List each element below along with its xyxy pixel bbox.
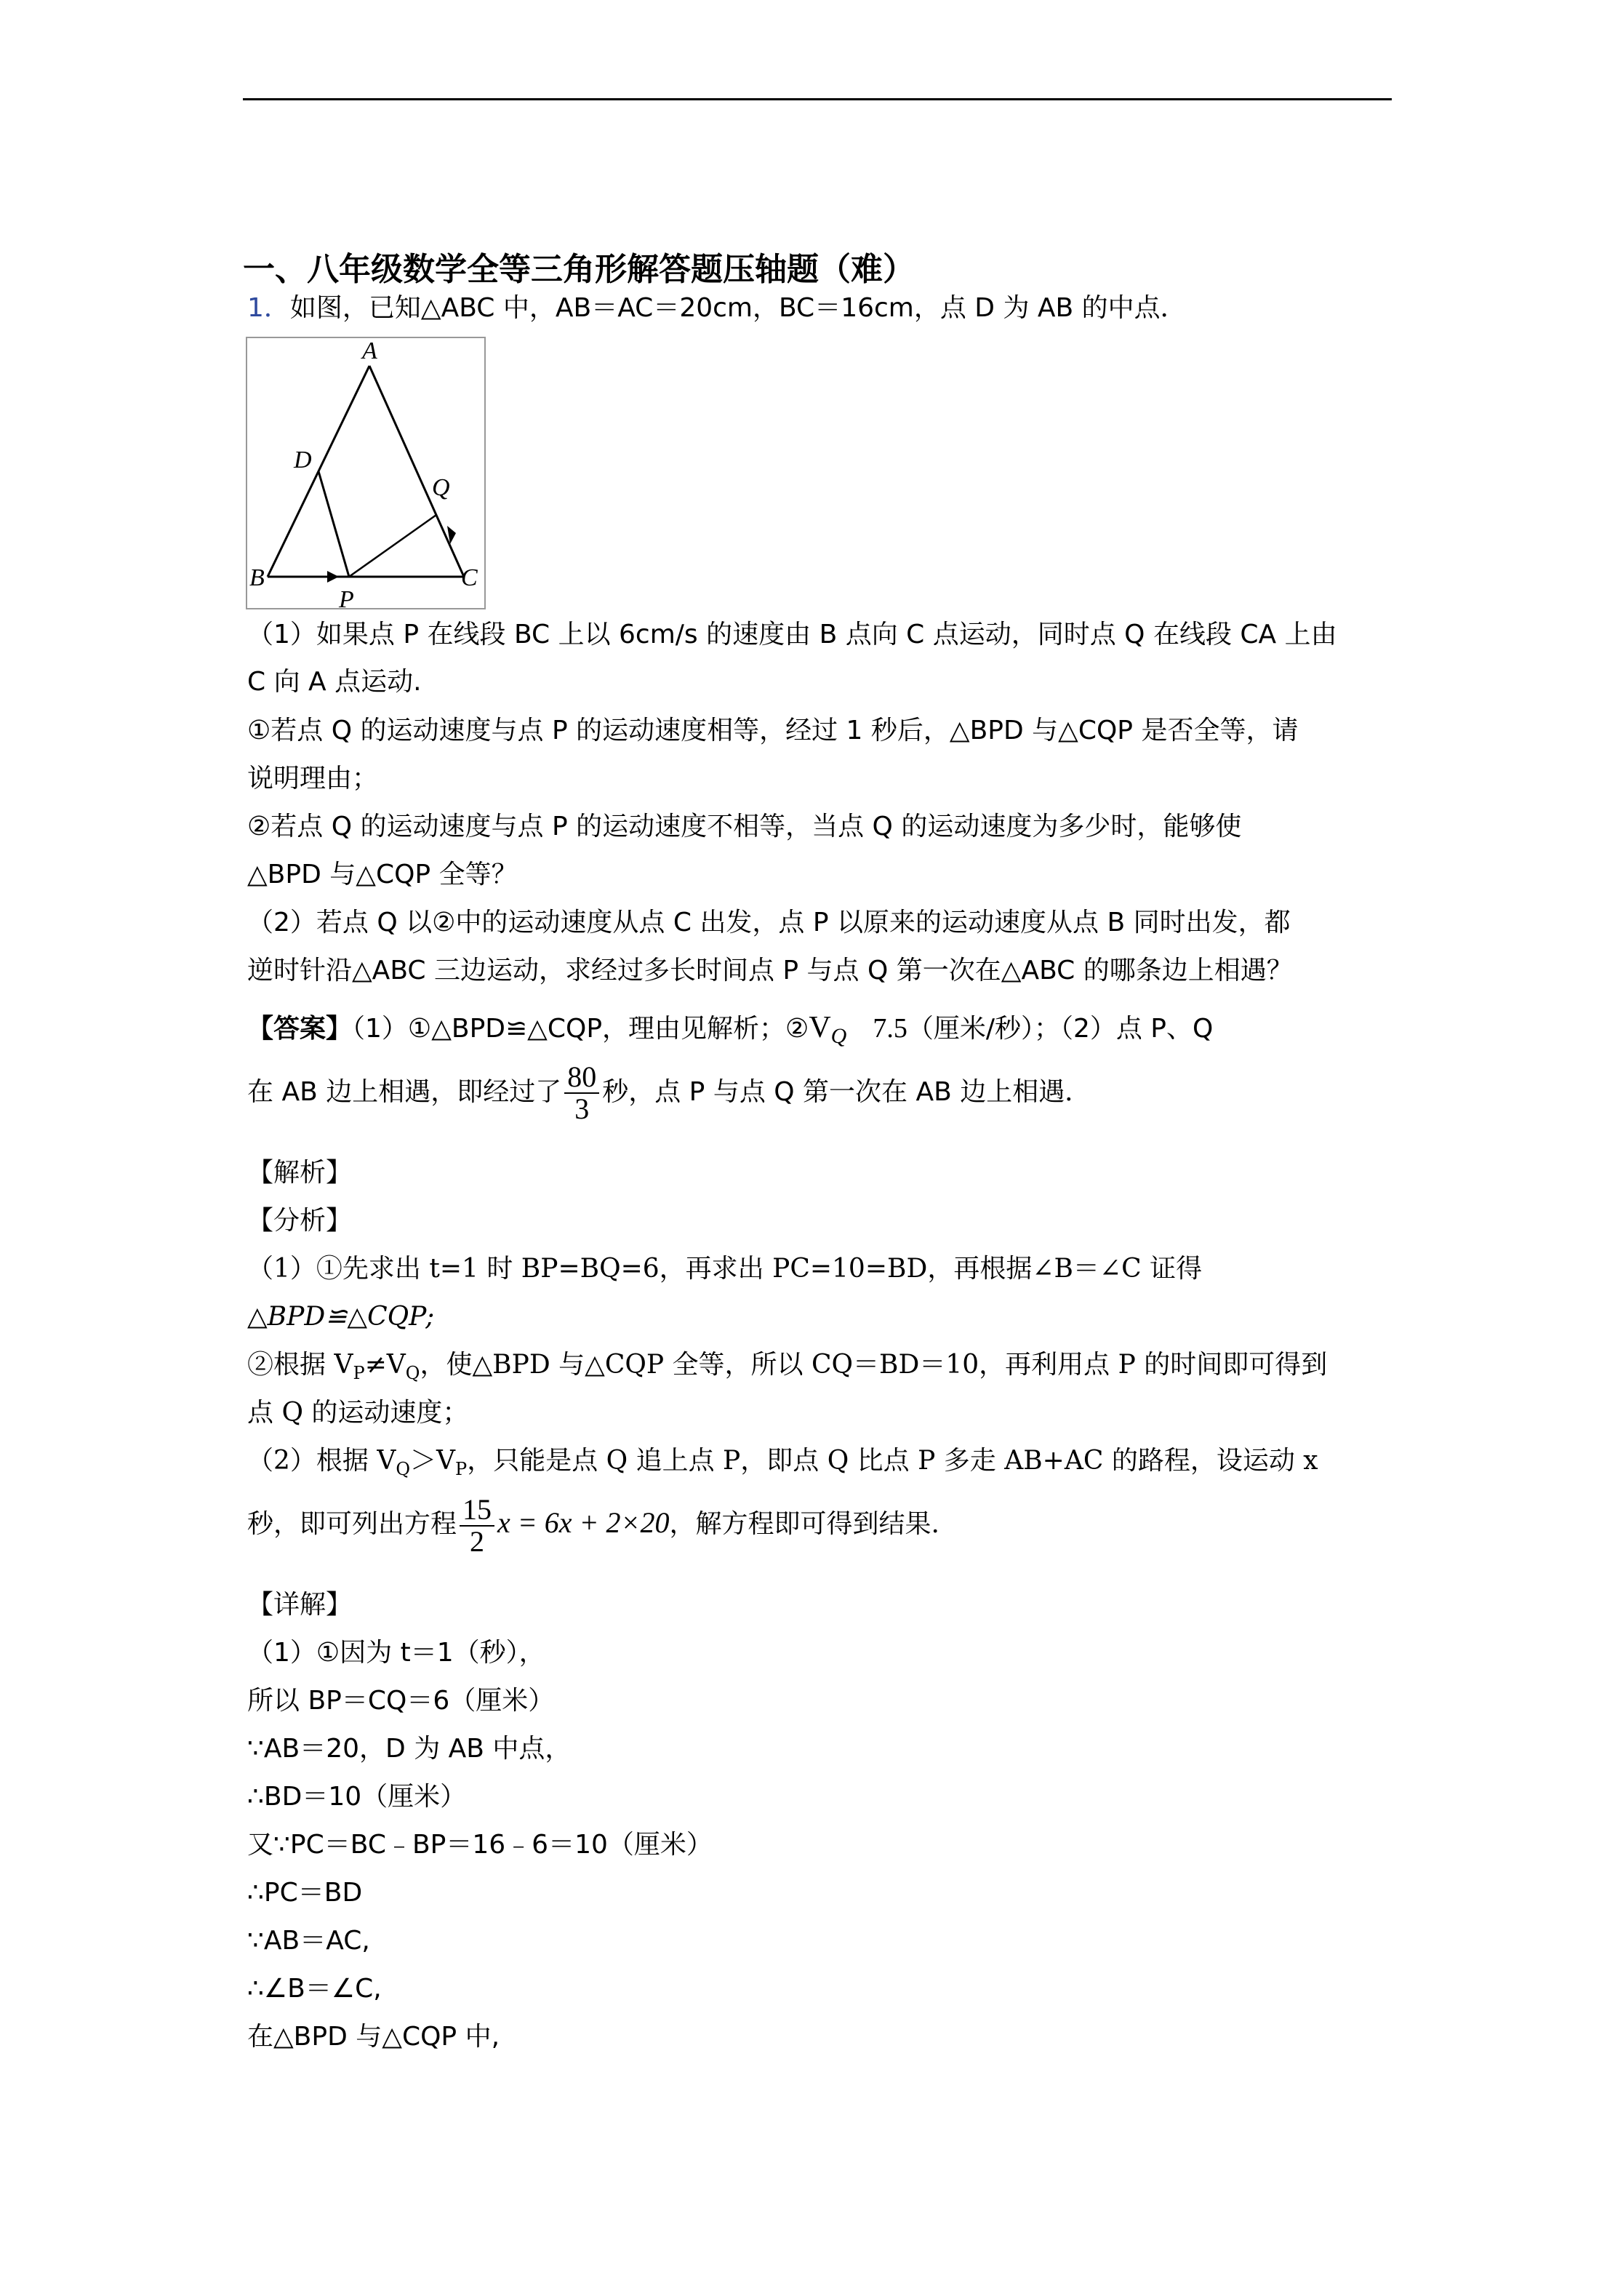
analysis-l3-a: ②根据 V bbox=[247, 1350, 353, 1380]
detail-line-9: 在△BPD 与△CQP 中, bbox=[247, 2022, 500, 2052]
tag-jiexi: 【解析】 bbox=[247, 1158, 353, 1188]
detail-line-1: （1）①因为 t＝1（秒）， bbox=[247, 1638, 545, 1668]
analysis-l5-a: （2）根据 V bbox=[247, 1446, 396, 1476]
arrow-p-icon bbox=[327, 571, 339, 583]
analysis-l3-c: ，使△BPD 与△CQP 全等，所以 CQ＝BD＝10，再利用点 P 的时间即可得到 bbox=[420, 1350, 1328, 1380]
analysis-l3-sub1: P bbox=[353, 1363, 365, 1384]
detail-line-2: 所以 BP＝CQ＝6（厘米） bbox=[247, 1686, 555, 1716]
analysis-l6-b: ，解方程即可得到结果. bbox=[669, 1509, 939, 1539]
equation-fraction bbox=[460, 1495, 494, 1557]
label-b: B bbox=[249, 564, 265, 591]
sub2-line1: ②若点 Q 的运动速度与点 P 的运动速度不相等，当点 Q 的运动速度为多少时，能够使 bbox=[247, 812, 1242, 841]
problem-number: 1． bbox=[247, 293, 290, 323]
problem-intro bbox=[247, 294, 1187, 323]
analysis-l3 bbox=[247, 1351, 1327, 1383]
analysis-l6-a: 秒，即可列出方程 bbox=[247, 1509, 457, 1539]
label-a: A bbox=[362, 337, 377, 364]
answer-text3: 在 AB 边上相遇，即经过了 bbox=[247, 1077, 562, 1107]
analysis-l5-c: ，只能是点 Q 追上点 P，即点 Q 比点 P 多走 AB+AC 的路程，设运动 x bbox=[467, 1446, 1318, 1476]
detail-line-4: ∴BD＝10（厘米） bbox=[247, 1782, 467, 1812]
answer-line2 bbox=[247, 1062, 1091, 1124]
triangle-figure bbox=[246, 337, 486, 609]
answer-fraction bbox=[564, 1062, 599, 1124]
section-heading: 一、八年级数学全等三角形解答题压轴题（难） bbox=[243, 251, 915, 288]
detail-line-3: ∵AB＝20，D 为 AB 中点， bbox=[247, 1734, 572, 1764]
segment-pq bbox=[349, 515, 436, 577]
segment-ac bbox=[369, 366, 464, 577]
equation-frac-num: 15 bbox=[460, 1495, 494, 1527]
header-rule bbox=[243, 98, 1392, 100]
answer-v-sub: Q bbox=[830, 1024, 847, 1049]
part2-line2: 逆时针沿△ABC 三边运动，求经过多长时间点 P 与点 Q 第一次在△ABC 的哪条边上相遇？ bbox=[247, 956, 1293, 985]
part1-line2: C 向 A 点运动. bbox=[247, 667, 422, 697]
answer-frac-num: 80 bbox=[564, 1062, 599, 1094]
label-d: D bbox=[294, 447, 312, 473]
part2-line1: （2）若点 Q 以②中的运动速度从点 C 出发，点 P 以原来的运动速度从点 B 同时出发，都 bbox=[247, 908, 1291, 937]
answer-text4: 秒，点 P 与点 Q 第一次在 AB 边上相遇． bbox=[602, 1077, 1091, 1107]
detail-line-7: ∵AB＝AC, bbox=[247, 1926, 370, 1956]
answer-frac-den: 3 bbox=[574, 1092, 590, 1125]
label-p: P bbox=[339, 586, 354, 609]
answer-line1 bbox=[247, 1011, 1213, 1048]
tag-fenxi: 【分析】 bbox=[247, 1206, 353, 1236]
segment-dp bbox=[318, 471, 349, 577]
answer-text2: （厘米/秒）；（2）点 P、Q bbox=[907, 1014, 1214, 1044]
analysis-l2: △BPD≌△CQP; bbox=[247, 1302, 435, 1332]
detail-line-8: ∴∠B＝∠C, bbox=[247, 1974, 382, 2004]
equation-frac-den: 2 bbox=[470, 1525, 485, 1558]
answer-v-value: 7.5 bbox=[873, 1013, 907, 1044]
detail-line-5: 又∵PC＝BC﹣BP＝16﹣6＝10（厘米） bbox=[247, 1830, 713, 1860]
analysis-l5-b: ＞V bbox=[410, 1446, 456, 1476]
problem-intro-text: 如图，已知△ABC 中，AB＝AC＝20cm，BC＝16cm，点 D 为 AB 的中点． bbox=[289, 293, 1187, 323]
tag-xiangjie: 【详解】 bbox=[247, 1590, 353, 1620]
answer-tag: 【答案】 bbox=[247, 1014, 353, 1044]
sub2-line2: △BPD 与△CQP 全等？ bbox=[247, 860, 518, 889]
figure-frame bbox=[247, 337, 485, 609]
analysis-l1: （1）①先求出 t=1 时 BP=BQ=6，再求出 PC=10=BD，再根据∠B＝∠C 证得 bbox=[247, 1254, 1203, 1284]
label-q: Q bbox=[432, 474, 450, 501]
equation-body: x = 6x + 2×20 bbox=[497, 1506, 670, 1539]
detail-line-6: ∴PC＝BD bbox=[247, 1878, 363, 1908]
label-c: C bbox=[461, 564, 478, 591]
analysis-l6 bbox=[247, 1495, 939, 1557]
sub1-line2: 说明理由； bbox=[247, 764, 379, 793]
answer-v: V bbox=[809, 1011, 831, 1044]
part1-line1: （1）如果点 P 在线段 BC 上以 6cm/s 的速度由 B 点向 C 点运动，同时点 Q 在线段 CA 上由 bbox=[247, 620, 1337, 649]
analysis-l4: 点 Q 的运动速度； bbox=[247, 1398, 469, 1428]
analysis-l3-b: ≠V bbox=[364, 1350, 406, 1380]
analysis-l5 bbox=[247, 1447, 1318, 1479]
sub1-line1: ①若点 Q 的运动速度与点 P 的运动速度相等，经过 1 秒后，△BPD 与△CQP 是否全等，请 bbox=[247, 716, 1299, 745]
analysis-l5-sub1: Q bbox=[396, 1459, 411, 1480]
analysis-l3-sub2: Q bbox=[405, 1363, 420, 1384]
answer-text1: （1）①△BPD≌△CQP，理由见解析；② bbox=[352, 1014, 809, 1044]
analysis-l5-sub2: P bbox=[455, 1459, 468, 1480]
